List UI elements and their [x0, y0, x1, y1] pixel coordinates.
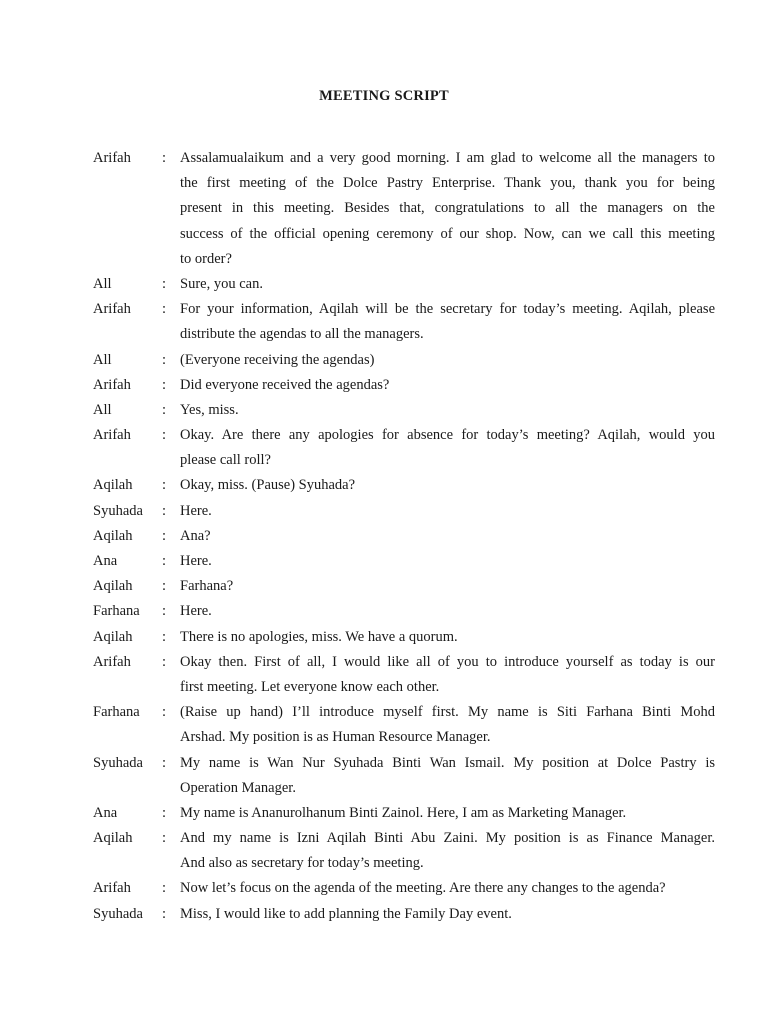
dialogue-text: first meeting. Let everyone know each other. — [180, 678, 440, 695]
dialogue-text: success of the official opening ceremony of our shop. Now, can we call this meeting — [180, 225, 715, 242]
dialogue-entry — [0, 751, 768, 776]
speaker-name: Arifah — [93, 150, 131, 166]
dialogue-continuation — [0, 851, 768, 876]
speaker-separator: : — [162, 527, 167, 544]
page-title: MEETING SCRIPT — [319, 88, 449, 104]
dialogue-text: Okay then. First of all, I would like all of you to introduce yourself as today is our — [180, 653, 715, 670]
dialogue-text: Here. — [180, 553, 212, 569]
dialogue-text: Here. — [180, 502, 212, 519]
speaker-separator: : — [162, 653, 167, 670]
dialogue-continuation — [0, 448, 768, 473]
dialogue-entry — [0, 423, 768, 448]
dialogue-entry — [0, 373, 768, 398]
dialogue-text: Miss, I would like to add planning the Family Day event. — [180, 905, 512, 922]
dialogue-text: For your information, Aqilah will be the secretary for today’s meeting. Aqilah, please — [180, 301, 715, 318]
speaker-name: Farhana — [93, 603, 140, 620]
dialogue-entry — [0, 499, 768, 524]
speaker-separator: : — [162, 301, 167, 318]
speaker-name: Aqilah — [93, 578, 133, 595]
speaker-name: Aqilah — [93, 527, 133, 544]
speaker-separator: : — [162, 905, 167, 922]
dialogue-entry — [0, 348, 768, 373]
speaker-name: Syuhada — [93, 754, 143, 771]
speaker-name: Arifah — [93, 653, 131, 670]
speaker-separator: : — [162, 502, 167, 519]
dialogue-continuation — [0, 171, 768, 196]
speaker-separator: : — [162, 578, 167, 595]
dialogue-entry — [0, 297, 768, 322]
dialogue-continuation — [0, 725, 768, 750]
speaker-name: All — [93, 275, 112, 292]
dialogue-entry — [0, 272, 768, 297]
dialogue-entry — [0, 473, 768, 498]
speaker-separator: : — [162, 376, 167, 393]
dialogue-entry — [0, 801, 768, 826]
dialogue-text: Ana? — [180, 527, 211, 544]
dialogue-text: present in this meeting. Besides that, congratulations to all the managers on the — [180, 200, 715, 217]
speaker-name: Ana — [93, 804, 118, 821]
speaker-separator: : — [162, 603, 167, 620]
speaker-name: Arifah — [93, 880, 131, 897]
dialogue-entry — [0, 650, 768, 675]
dialogue-text: Here. — [180, 603, 212, 620]
dialogue-text: distribute the agendas to all the managers. — [180, 326, 424, 343]
dialogue-entry — [0, 826, 768, 851]
dialogue-text: please call roll? — [180, 452, 271, 469]
dialogue-text: Okay. Are there any apologies for absence for today’s meeting? Aqilah, would you — [180, 427, 715, 444]
speaker-separator: : — [162, 275, 167, 292]
speaker-name: Farhana — [93, 704, 140, 721]
dialogue-text: to order? — [180, 250, 232, 267]
dialogue-entry — [0, 625, 768, 650]
speaker-name: Aqilah — [93, 830, 133, 847]
dialogue-text: Okay, miss. (Pause) Syuhada? — [180, 477, 356, 494]
dialogue-entry — [0, 876, 768, 901]
dialogue-text: My name is Ananurolhanum Binti Zainol. Here, I am as Marketing Manager. — [180, 804, 627, 821]
speaker-name: Syuhada — [93, 502, 143, 519]
speaker-name: Syuhada — [93, 905, 143, 922]
speaker-separator: : — [162, 401, 167, 418]
dialogue-entry — [0, 902, 768, 927]
speaker-name: All — [93, 401, 112, 418]
speaker-separator: : — [162, 628, 167, 645]
dialogue-text: the first meeting of the Dolce Pastry Enterprise. Thank you, thank you for being — [180, 175, 715, 192]
dialogue-continuation — [0, 776, 768, 801]
dialogue-text: There is no apologies, miss. We have a quorum. — [180, 628, 458, 645]
dialogue-text: And also as secretary for today’s meeting. — [180, 855, 424, 872]
speaker-separator: : — [162, 553, 167, 569]
dialogue-text: Now let’s focus on the agenda of the meeting. Are there any changes to the agenda? — [180, 880, 666, 897]
dialogue-entry — [0, 146, 768, 171]
meeting-script — [0, 146, 768, 927]
dialogue-text: Farhana? — [180, 578, 234, 595]
dialogue-entry — [0, 398, 768, 423]
dialogue-text: Yes, miss. — [180, 401, 239, 418]
speaker-separator: : — [162, 704, 167, 721]
dialogue-entry — [0, 574, 768, 599]
dialogue-text: Did everyone received the agendas? — [180, 376, 390, 393]
speaker-name: Aqilah — [93, 477, 133, 494]
speaker-separator: : — [162, 351, 167, 368]
speaker-separator: : — [162, 150, 167, 166]
speaker-name: Ana — [93, 553, 118, 569]
speaker-name: All — [93, 351, 112, 368]
speaker-separator: : — [162, 830, 167, 847]
speaker-separator: : — [162, 754, 167, 771]
speaker-name: Aqilah — [93, 628, 133, 645]
dialogue-continuation — [0, 196, 768, 221]
speaker-separator: : — [162, 477, 167, 494]
dialogue-text: (Raise up hand) I’ll introduce myself first. My name is Siti Farhana Binti Mohd — [180, 704, 715, 721]
speaker-name: Arifah — [93, 376, 131, 393]
dialogue-text: Sure, you can. — [180, 275, 263, 292]
speaker-separator: : — [162, 804, 167, 821]
dialogue-continuation — [0, 675, 768, 700]
speaker-separator: : — [162, 880, 167, 897]
speaker-name: Arifah — [93, 301, 131, 318]
dialogue-text: And my name is Izni Aqilah Binti Abu Zaini. My position is as Finance Manager. — [180, 830, 715, 847]
dialogue-entry — [0, 549, 768, 574]
dialogue-entry — [0, 599, 768, 624]
dialogue-text: Operation Manager. — [180, 779, 296, 796]
dialogue-text: Arshad. My position is as Human Resource Manager. — [180, 729, 491, 746]
dialogue-entry — [0, 524, 768, 549]
dialogue-text: Assalamualaikum and a very good morning. I am glad to welcome all the managers to — [180, 150, 715, 166]
dialogue-continuation — [0, 322, 768, 347]
dialogue-text: My name is Wan Nur Syuhada Binti Wan Ismail. My position at Dolce Pastry is — [180, 754, 715, 771]
dialogue-continuation — [0, 222, 768, 247]
speaker-name: Arifah — [93, 427, 131, 444]
dialogue-entry — [0, 700, 768, 725]
speaker-separator: : — [162, 427, 167, 444]
dialogue-continuation — [0, 247, 768, 272]
dialogue-text: (Everyone receiving the agendas) — [180, 351, 375, 368]
